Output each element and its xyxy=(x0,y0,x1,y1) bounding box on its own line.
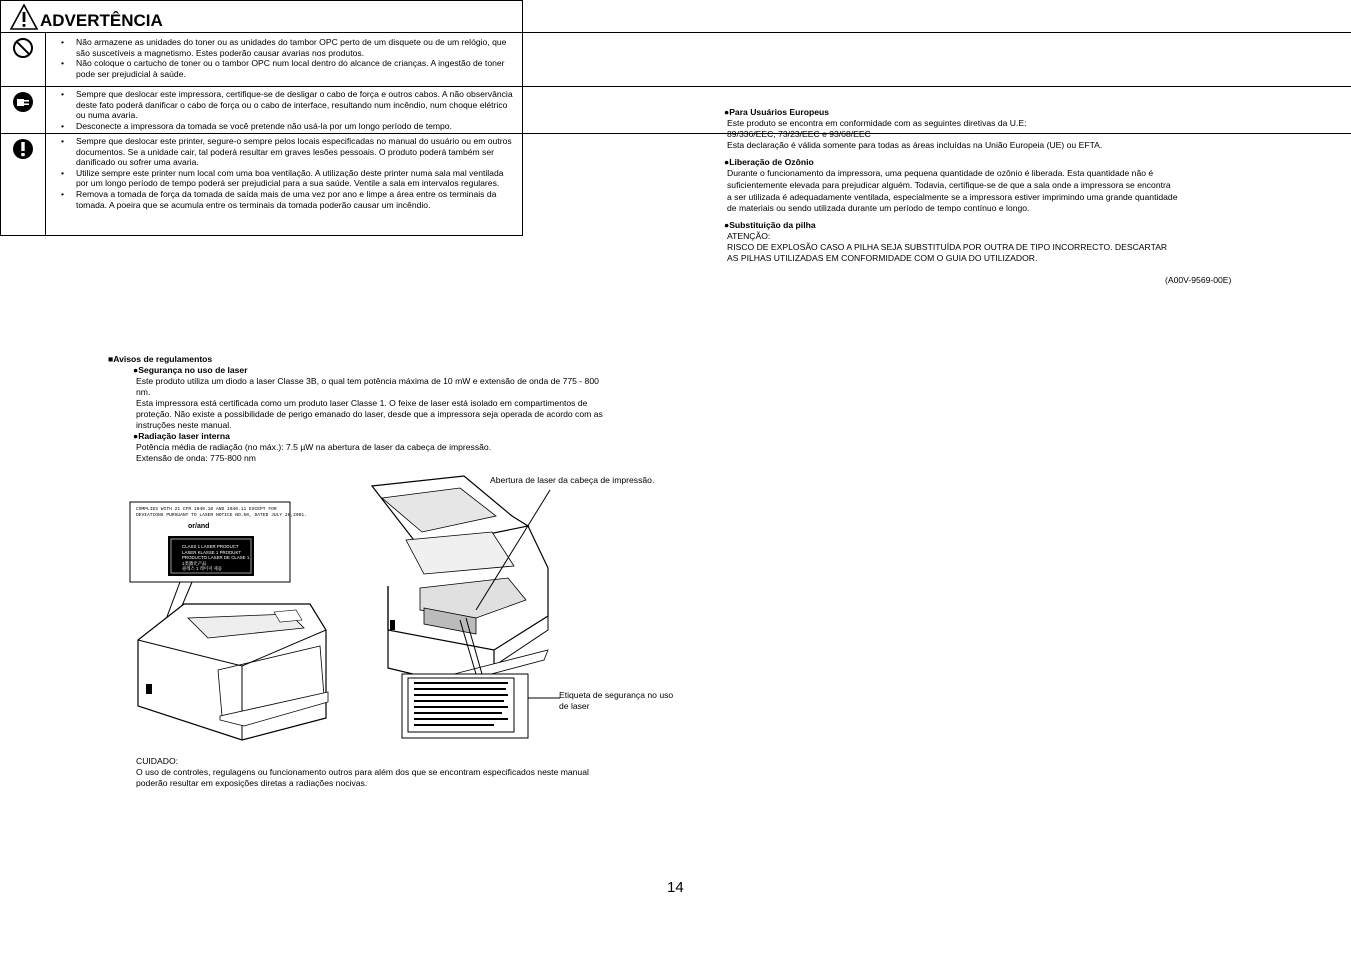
warning-list xyxy=(76,136,516,210)
class-label-line: PRODUCTO LASER DE CLASE 1 xyxy=(182,555,250,561)
compliance-line: DEVIATIONS PURSUANT TO LASER NOTICE NO.50, DATED JULY 26,2001. xyxy=(136,513,307,518)
warning-row-storage xyxy=(0,33,1351,87)
laser-safety-line: Esta impressora está certificada como um produto laser Classe 1. O feixe de laser está isolado em compartimentos de xyxy=(136,398,588,408)
class-label-line: 1类激光产品 xyxy=(182,560,207,566)
radiation-heading: ●Radiação laser interna xyxy=(133,431,230,441)
radiation-line: Potência média de radiação (no máx.): 7.5 µW na abertura de laser da cabeça de impressão. xyxy=(136,442,492,452)
warning-item: • Não armazene as unidades do toner ou as unidades do tambor OPC perto de um disquete ou de um relógio, que são suscetíveis a magnetismo. Estes poderão causar avarias nos produtos. xyxy=(76,37,516,58)
battery-heading: ●Substituição da pilha xyxy=(724,220,816,230)
warning-item: • Desconecte a impressora da tomada se você pretende não usá-la por um longo período de tempo. xyxy=(76,121,516,132)
eu-line: Este produto se encontra em conformidade com as seguintes diretivas da U.E: xyxy=(727,118,1027,128)
warning-title: ADVERTÊNCIA xyxy=(40,11,163,30)
class-label-line: 클래스 1 레이저 제품 xyxy=(182,566,223,572)
ozone-line: Durante o funcionamento da impressora, uma pequena quantidade de ozônio é liberada. Esta quantidade não é xyxy=(727,168,1154,178)
warning-item: • Sempre que deslocar este printer, segure-o sempre pelos locais especificadas no manual do usuário ou em outros documentos. Se a unidade cair, tal poderá resultar em graves lesões pessoais. O produto poderá também ser danificado ou sofrer uma avaria. xyxy=(76,136,516,168)
laser-safety-line: proteção. Não existe a possibilidade de perigo emanado do laser, desde que a impressora seja operada de acordo com as xyxy=(136,409,603,419)
battery-line: RISCO DE EXPLOSÃO CASO A PILHA SEJA SUBSTITUÍDA POR OUTRA DE TIPO INCORRECTO. DESCARTAR xyxy=(727,242,1168,252)
laser-safety-line: Este produto utiliza um diodo a laser Classe 3B, o qual tem potência máxima de 10 mW e extensão de onda de 775 - 800 xyxy=(136,376,599,386)
eu-line: Esta declaração é válida somente para todas as áreas incluídas na União Europeia (UE) ou EFTA. xyxy=(727,140,1103,150)
or-and-text: or/and xyxy=(188,523,210,530)
caution-line: poderão resultar em exposições diretas a radiações nocivas. xyxy=(136,778,368,788)
caution-title: CUIDADO: xyxy=(136,756,179,766)
warning-list xyxy=(76,37,516,79)
warning-header xyxy=(0,0,1351,33)
ozone-line: a ser utilizada é adequadamente ventilada, especialmente se a impressora estiver imprimindo uma grande quantidade xyxy=(727,192,1178,202)
battery-line: AS PILHAS UTILIZADAS EM CONFORMIDADE COM O GUIA DO UTILIZADOR. xyxy=(727,253,1038,263)
eu-heading: ●Para Usuários Europeus xyxy=(724,107,830,117)
eu-line: 89/336/EEC, 73/23/EEC e 93/68/EEC xyxy=(727,129,871,139)
prohibition-icon xyxy=(12,37,34,59)
warning-row-cables xyxy=(0,87,1351,134)
caution-line: O uso de controles, regulagens ou funcionamento outros para além dos que se encontram especificados neste manual xyxy=(136,767,589,777)
page-number: 14 xyxy=(667,879,684,896)
warning-list xyxy=(76,89,516,131)
warning-item: • Não coloque o cartucho de toner ou o tambor OPC num local dentro do alcance de crianças. A ingestão de toner pode ser prejudicial à saúde. xyxy=(76,58,516,79)
warning-item: • Sempre que deslocar este impressora, certifique-se de desligar o cabo de força e outros cabos. A não observância deste fato poderá danificar o cabo de força ou o cabo de interface, resultando num incêndio, num choque elétrico ou numa avaria. xyxy=(76,89,516,121)
laser-safety-line: nm. xyxy=(136,387,151,397)
laser-safety-line: instruções neste manual. xyxy=(136,420,232,430)
document-code: (A00V-9569-00E) xyxy=(1165,275,1232,285)
class-label-line: LASER KLASSE 1 PRODUKT xyxy=(182,549,242,555)
class-label-line: CLASS 1 LASER PRODUCT xyxy=(182,544,239,549)
aperture-label: Abertura de laser da cabeça de impressão. xyxy=(490,475,655,485)
ozone-line: suficientemente elevada para prejudicar alguém. Todavia, certifique-se de que a sala onde a impressora se encontra xyxy=(727,180,1171,190)
warning-triangle-icon xyxy=(10,4,38,30)
unplug-icon xyxy=(12,91,34,113)
radiation-line: Extensão de onda: 775-800 nm xyxy=(136,453,256,463)
compliance-line: COMPLIES WITH 21 CFR 1040.10 AND 1040.11 EXCEPT FOR xyxy=(136,507,277,512)
ozone-line: de materiais ou sendo utilizada durante um período de tempo contínuo e longo. xyxy=(727,203,1030,213)
regulatory-heading: ■Avisos de regulamentos xyxy=(108,354,213,364)
exclamation-icon xyxy=(12,138,34,160)
warning-item: • Remova a tomada de força da tomada de saída mais de uma vez por ano e limpe a área entre os terminais da tomada. A poeira que se acumula entre os terminais da tomada poderão causar um incêndio. xyxy=(76,189,516,210)
battery-line: ATENÇÃO: xyxy=(727,231,771,241)
warning-table xyxy=(0,0,523,236)
ozone-heading: ●Liberação de Ozônio xyxy=(724,157,814,167)
laser-safety-heading: ●Segurança no uso de laser xyxy=(133,365,248,375)
safety-tag-label: Etiqueta de segurança no uso de laser xyxy=(559,690,674,711)
warning-item: • Utilize sempre este printer num local com uma boa ventilação. A utilização deste printer numa sala mal ventilada por um longo período de tempo poderá ser prejudicial para a sua saúde. Ventile a sala em intervalos regulares. xyxy=(76,168,516,189)
